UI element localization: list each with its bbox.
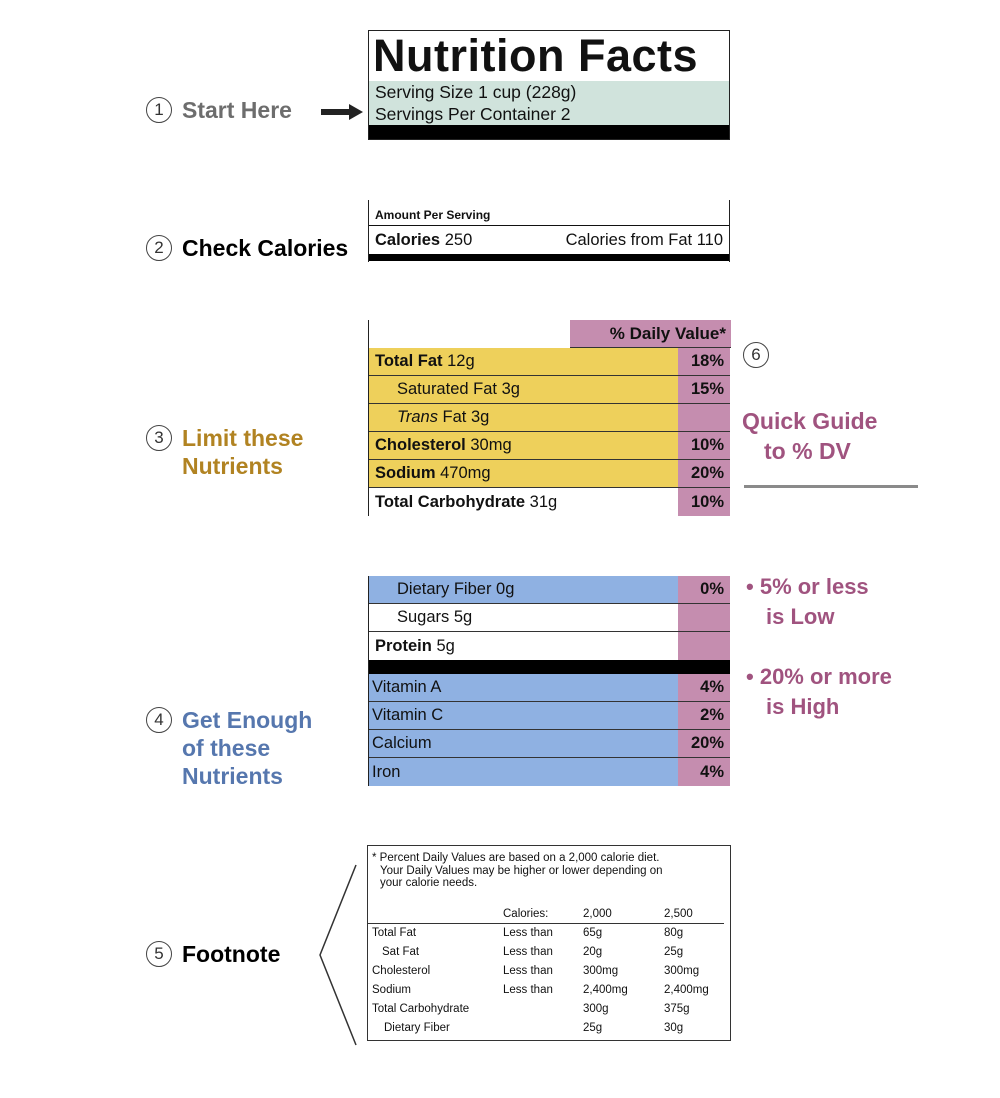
quick-guide-line2: to % DV <box>764 438 851 464</box>
servings-per-container: Servings Per Container 2 <box>375 104 571 124</box>
step-4 <box>146 706 312 790</box>
footnote-row <box>372 1000 728 1018</box>
thick-divider <box>369 125 729 139</box>
high-guide-text: 20% or more <box>759 664 892 689</box>
nutrient-amount: 3g <box>470 408 490 426</box>
calories-value: 250 <box>444 231 473 249</box>
dv-value: 15% <box>678 376 730 403</box>
high-guide <box>746 662 892 722</box>
fn-nutrient: Total Fat <box>372 927 417 939</box>
dv-value: 4% <box>678 758 730 786</box>
dv-value: 20% <box>678 460 730 487</box>
nutrient-amount: 30mg <box>470 436 512 454</box>
cholesterol-row <box>369 432 730 460</box>
calories-header: Calories: <box>503 908 549 920</box>
footnote-note-line3: your calorie needs. <box>380 877 478 889</box>
calories-row <box>375 231 723 250</box>
fn-2000: 300mg <box>583 965 619 977</box>
step-number-4: 4 <box>146 707 172 733</box>
footnote-note-line2: Your Daily Values may be higher or lower depending on <box>380 864 663 877</box>
nutrient-amount: 31g <box>529 492 558 511</box>
row-label <box>369 637 678 656</box>
bracket-icon <box>314 860 364 1050</box>
step-2 <box>146 234 348 262</box>
vitamin-c-row <box>369 702 730 730</box>
footnote-note <box>372 852 728 890</box>
step-number-1: 1 <box>146 97 172 123</box>
step-4-label <box>182 706 312 790</box>
row-label <box>369 493 678 512</box>
fn-2000: 300g <box>583 1003 609 1015</box>
low-guide-line1 <box>746 572 869 602</box>
thick-divider <box>369 660 730 674</box>
step-3 <box>146 424 303 480</box>
step-3-label <box>182 424 303 480</box>
fn-2000: 65g <box>583 927 603 939</box>
row-label <box>369 436 678 455</box>
step-1-label: Start Here <box>182 97 292 123</box>
fn-2500: 2,400mg <box>664 984 709 996</box>
nutrition-facts-title: Nutrition Facts <box>373 30 699 81</box>
nutrient-name-rest: Fat <box>437 408 467 426</box>
footnote-row <box>372 1019 728 1037</box>
fn-cond: Less than <box>503 984 553 996</box>
bullet-icon: • <box>746 664 754 689</box>
step-3-label-line1: Limit these <box>182 425 304 451</box>
nutrient-name: Dietary Fiber <box>397 580 492 598</box>
step-5-label: Footnote <box>182 941 281 967</box>
calories <box>375 231 472 250</box>
dv-value: 10% <box>678 432 730 459</box>
saturated-fat-row <box>369 376 730 404</box>
dv-value: 2% <box>678 702 730 729</box>
col-2000-header: 2,000 <box>583 908 612 920</box>
row-label: Iron <box>372 762 401 781</box>
dv-value: 10% <box>678 488 730 516</box>
thick-divider <box>369 254 729 261</box>
footnote-row <box>372 981 728 999</box>
total-carbohydrate-row <box>369 488 730 516</box>
arrow-right-icon <box>321 104 363 120</box>
dv-value: 18% <box>678 348 730 375</box>
limit-section <box>368 320 730 516</box>
fn-2500: 300mg <box>664 965 700 977</box>
amount-per-serving: Amount Per Serving <box>375 208 491 222</box>
row-label <box>369 608 678 627</box>
footnote-box <box>367 845 731 1041</box>
nutrient-name: Total Carbohydrate <box>375 492 526 511</box>
dv-value: 0% <box>678 576 730 603</box>
nutrient-name: Saturated Fat <box>397 380 497 398</box>
nutrient-amount: 3g <box>501 380 520 398</box>
trans-fat-row <box>369 404 730 432</box>
step-number-6: 6 <box>743 342 769 368</box>
nutrient-name: Trans <box>397 408 438 426</box>
calories-from-fat: Calories from Fat 110 <box>565 231 723 249</box>
row-label <box>369 380 678 399</box>
fn-2500: 30g <box>664 1022 684 1034</box>
nutrient-amount: 0g <box>496 580 515 598</box>
nutrient-amount: 470mg <box>440 464 491 482</box>
nutrient-name: Sugars <box>397 608 450 626</box>
fn-nutrient: Total Carbohydrate <box>372 1003 470 1015</box>
step-1 <box>146 96 292 124</box>
vitamin-a-row <box>369 674 730 702</box>
footnote-row <box>372 962 728 980</box>
footnote-row <box>372 943 728 961</box>
fn-2500: 375g <box>664 1003 690 1015</box>
dv-value: 4% <box>678 674 730 701</box>
low-guide-line2: is Low <box>766 604 835 629</box>
calories-label: Calories <box>375 231 441 249</box>
step-number-3: 3 <box>146 425 172 451</box>
dv-value <box>678 632 730 660</box>
serving-info <box>369 81 729 125</box>
step-number-2: 2 <box>146 235 172 261</box>
col-2500-header: 2,500 <box>664 908 693 920</box>
calories-section <box>368 200 730 262</box>
low-guide <box>746 572 869 632</box>
footnote-header-row <box>372 905 728 923</box>
fn-cond: Less than <box>503 965 553 977</box>
step-2-label: Check Calories <box>182 235 349 261</box>
footnote-note-line1: * Percent Daily Values are based on a 2,000 calorie diet. <box>372 852 660 864</box>
sodium-row <box>369 460 730 488</box>
dv-header-label: % Daily Value* <box>609 323 726 343</box>
row-label: Vitamin C <box>372 706 444 724</box>
low-guide-text: 5% or less <box>759 574 869 599</box>
step-3-label-line2: Nutrients <box>182 453 283 479</box>
step-4-label-line2: of these <box>182 735 271 761</box>
nutrient-name: Sodium <box>375 464 436 482</box>
divider <box>369 225 729 226</box>
serving-size: Serving Size 1 cup (228g) <box>375 82 577 102</box>
nutrient-amount: 12g <box>447 352 475 370</box>
dietary-fiber-row <box>369 576 730 604</box>
dv-header <box>570 320 731 348</box>
row-label <box>369 352 678 371</box>
sugars-row <box>369 604 730 632</box>
fn-2000: 2,400mg <box>583 984 628 996</box>
protein-row <box>369 632 730 660</box>
nutrient-name: Protein <box>375 636 432 655</box>
row-label <box>369 408 678 427</box>
step-number-5: 5 <box>146 941 172 967</box>
bullet-icon: • <box>746 574 754 599</box>
fn-2500: 80g <box>664 927 684 939</box>
fn-nutrient: Sat Fat <box>382 946 420 958</box>
fn-2000: 25g <box>583 1022 603 1034</box>
total-fat-row <box>369 348 730 376</box>
step-4-label-line1: Get Enough <box>182 707 313 733</box>
quick-guide-underline <box>744 485 918 488</box>
step-5 <box>146 940 280 968</box>
nutrient-amount: 5g <box>436 636 455 655</box>
nutrient-name: Total Fat <box>375 352 443 370</box>
label-header <box>368 30 730 140</box>
fn-cond: Less than <box>503 927 553 939</box>
fn-2000: 20g <box>583 946 603 958</box>
enough-section <box>368 576 730 786</box>
quick-guide-line1: Quick Guide <box>742 408 878 434</box>
quick-guide-title <box>742 406 877 466</box>
calcium-row <box>369 730 730 758</box>
row-label <box>369 580 678 599</box>
fn-2500: 25g <box>664 946 684 958</box>
row-label: Vitamin A <box>372 678 442 696</box>
dv-value: 20% <box>678 730 730 757</box>
row-label: Calcium <box>372 734 432 752</box>
nutrient-amount: 5g <box>453 608 473 626</box>
dv-value <box>678 604 730 631</box>
footnote-row <box>372 924 728 942</box>
high-guide-line1 <box>746 662 892 692</box>
high-guide-line2: is High <box>766 694 840 719</box>
fn-cond: Less than <box>503 946 553 958</box>
dv-value <box>678 404 730 431</box>
row-label <box>369 464 678 483</box>
fn-nutrient: Sodium <box>372 984 411 996</box>
iron-row <box>369 758 730 786</box>
fn-nutrient: Dietary Fiber <box>384 1022 450 1034</box>
nutrient-name: Cholesterol <box>375 436 466 454</box>
fn-nutrient: Cholesterol <box>372 965 431 977</box>
step-4-label-line3: Nutrients <box>182 763 283 789</box>
